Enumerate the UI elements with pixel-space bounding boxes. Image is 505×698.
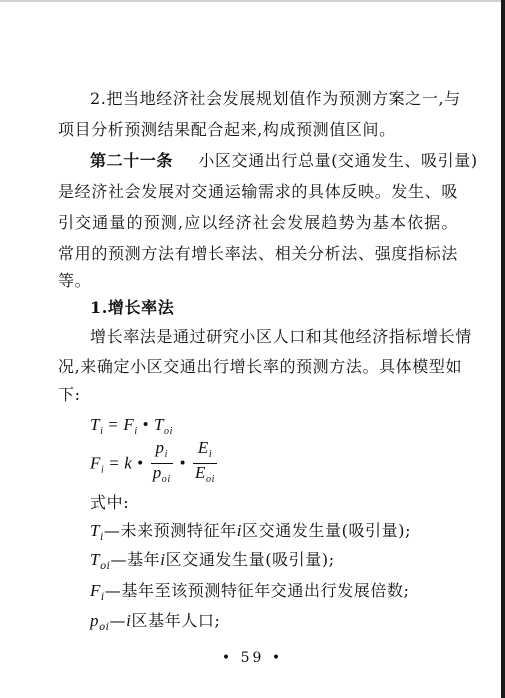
article-title: 第二十一条 <box>90 151 174 170</box>
page-number: • 59 • <box>221 650 284 666</box>
article-text: 小区交通出行总量(交通发生、吸引量) <box>198 151 478 170</box>
paragraph-line: 项目分析预测结果配合起来,构成预测值区间。 <box>58 120 396 139</box>
paragraph-line: 下: <box>58 385 81 404</box>
paragraph-line: 是经济社会发展对交通运输需求的具体反映。发生、吸 <box>58 182 458 201</box>
paragraph-line: 况,来确定小区交通出行增长率的预测方法。具体模型如 <box>58 357 463 376</box>
definitions-intro: 式中: <box>90 493 130 512</box>
section-heading: 1.增长率法 <box>90 298 175 317</box>
definition-line: $T_i—$未来预测特征年i区交通发生量(吸引量); <box>90 521 412 543</box>
definition-line: $T_{oi}—$基年i区交通发生量(吸引量); <box>90 550 335 572</box>
formula-2: $F_i = k$ • $\frac{p_i}{p_{oi}}$ • $\frac{E_i}{E_{oi}}$ <box>90 440 458 490</box>
paragraph-line: 常用的预测方法有增长率法、相关分析法、强度指标法 <box>58 244 458 263</box>
definition-line: $p_{oi}—i$区基年人口; <box>90 611 221 633</box>
paragraph-line: 引交通量的预测,应以经济社会发展趋势为基本依据。 <box>58 213 458 232</box>
paragraph-line: 增长率法是通过研究小区人口和其他经济指标增长情 <box>90 327 472 346</box>
article-line <box>90 150 478 172</box>
top-edge <box>0 0 505 2</box>
page-right-edge <box>501 0 505 698</box>
paragraph-line: 等。 <box>58 271 92 290</box>
paragraph-line: 2.把当地经济社会发展规划值作为预测方案之一,与 <box>90 89 461 108</box>
fraction-economic: $\frac{E_i}{E_{oi}}$ <box>195 438 216 485</box>
definition-line: $F_i—$基年至该预测特征年交通出行发展倍数; <box>90 581 410 603</box>
fraction-population: $\frac{p_i}{p_{oi}}$ <box>152 438 171 485</box>
formula-1: $T_i = F_i$ • $T_{oi}$ <box>90 415 174 437</box>
